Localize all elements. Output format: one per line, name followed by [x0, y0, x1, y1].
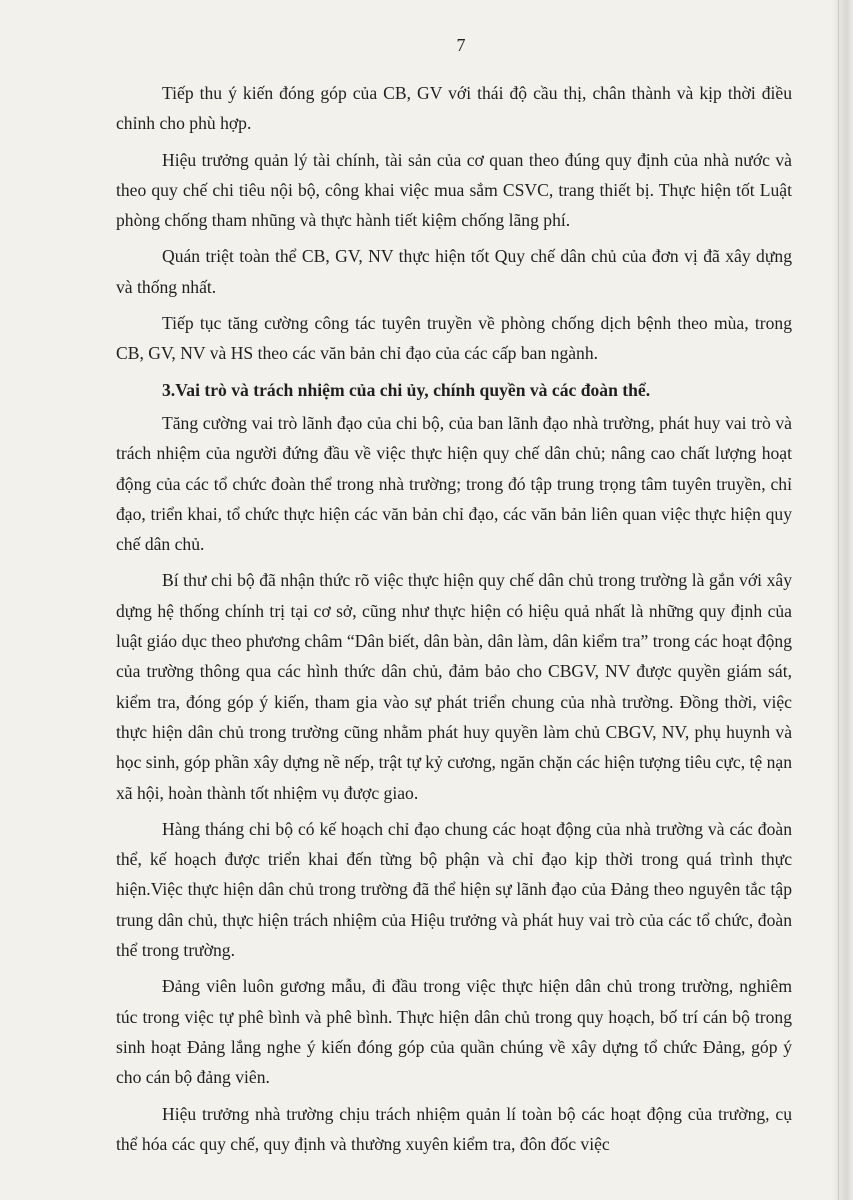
paragraph: Hàng tháng chi bộ có kế hoạch chỉ đạo chung các hoạt động của nhà trường và các đoàn thể, kế hoạch được triển khai đến từng bộ phận và chỉ đạo kịp thời trong quá trình thực hiện.Việc thực hiện dân chủ trong trường đã thể hiện sự lãnh đạo của Đảng theo nguyên tắc tập trung dân chủ, thực hiện trách nhiệm của Hiệu trưởng và phát huy vai trò của các tổ chức, đoàn thể trong trường. — [116, 818, 792, 961]
paragraph: Hiệu trưởng nhà trường chịu trách nhiệm quản lí toàn bộ các hoạt động của trường, cụ thể hóa các quy chế, quy định và thường xuyên kiểm tra, đôn đốc việc — [116, 1103, 792, 1154]
page-number: 7 — [456, 35, 466, 55]
paragraph: Hiệu trưởng quản lý tài chính, tài sản của cơ quan theo đúng quy định của nhà nước và theo quy chế chi tiêu nội bộ, công khai việc mua sắm CSVC, trang thiết bị. Thực hiện tốt Luật phòng chống tham nhũng và thực hành tiết kiệm chống lãng phí. — [116, 149, 792, 231]
document-page — [116, 34, 792, 1165]
paragraph: Quán triệt toàn thể CB, GV, NV thực hiện tốt Quy chế dân chủ của đơn vị đã xây dựng và thống nhất. — [116, 246, 792, 297]
paragraph: Tiếp thu ý kiến đóng góp của CB, GV với thái độ cầu thị, chân thành và kịp thời điều chỉnh cho phù hợp. — [116, 83, 792, 134]
paragraph: Bí thư chi bộ đã nhận thức rõ việc thực hiện quy chế dân chủ trong trường là gắn với xây dựng hệ thống chính trị tại cơ sở, cũng như thực hiện có hiệu quả nhất là những quy định của luật giáo dục theo phương châm “Dân biết, dân bàn, dân làm, dân kiểm tra” trong các hoạt động của trường thông qua các hình thức dân chủ, đảm bảo cho CBGV, NV được quyền giám sát, kiểm tra, đóng góp ý kiến, tham gia vào sự phát triển chung của nhà trường. Đồng thời, việc thực hiện dân chủ trong trường cũng nhằm phát huy quyền làm chủ CBGV, NV, phụ huynh và học sinh, góp phần xây dựng nề nếp, trật tự kỷ cương, ngăn chặn các hiện tượng tiêu cực, tệ nạn xã hội, hoàn thành tốt nhiệm vụ được giao. — [116, 570, 793, 803]
page-edge-line — [838, 0, 839, 1200]
page-edge — [831, 0, 853, 1200]
section-heading: 3.Vai trò và trách nhiệm của chi ủy, chính quyền và các đoàn thể. — [162, 379, 651, 400]
paragraph: Tăng cường vai trò lãnh đạo của chi bộ, của ban lãnh đạo nhà trường, phát huy vai trò và trách nhiệm của người đứng đầu về việc thực hiện quy chế dân chủ; nâng cao chất lượng hoạt động của các tổ chức đoàn thể trong nhà trường; trong đó tập trung trọng tâm tuyên truyền, chỉ đạo, triển khai, tổ chức thực hiện các văn bản chỉ đạo, các văn bản liên quan việc thực hiện quy chế dân chủ. — [116, 412, 792, 555]
paragraph: Đảng viên luôn gương mẫu, đi đầu trong việc thực hiện dân chủ trong trường, nghiêm túc trong việc tự phê bình và phê bình. Thực hiện dân chủ trong quy hoạch, bố trí cán bộ trong sinh hoạt Đảng lắng nghe ý kiến đóng góp của quần chúng về xây dựng tổ chức Đảng, góp ý cho cán bộ đảng viên. — [116, 976, 792, 1088]
paragraph: Tiếp tục tăng cường công tác tuyên truyền về phòng chống dịch bệnh theo mùa, trong CB, GV, NV và HS theo các văn bản chỉ đạo của các cấp ban ngành. — [116, 313, 792, 364]
